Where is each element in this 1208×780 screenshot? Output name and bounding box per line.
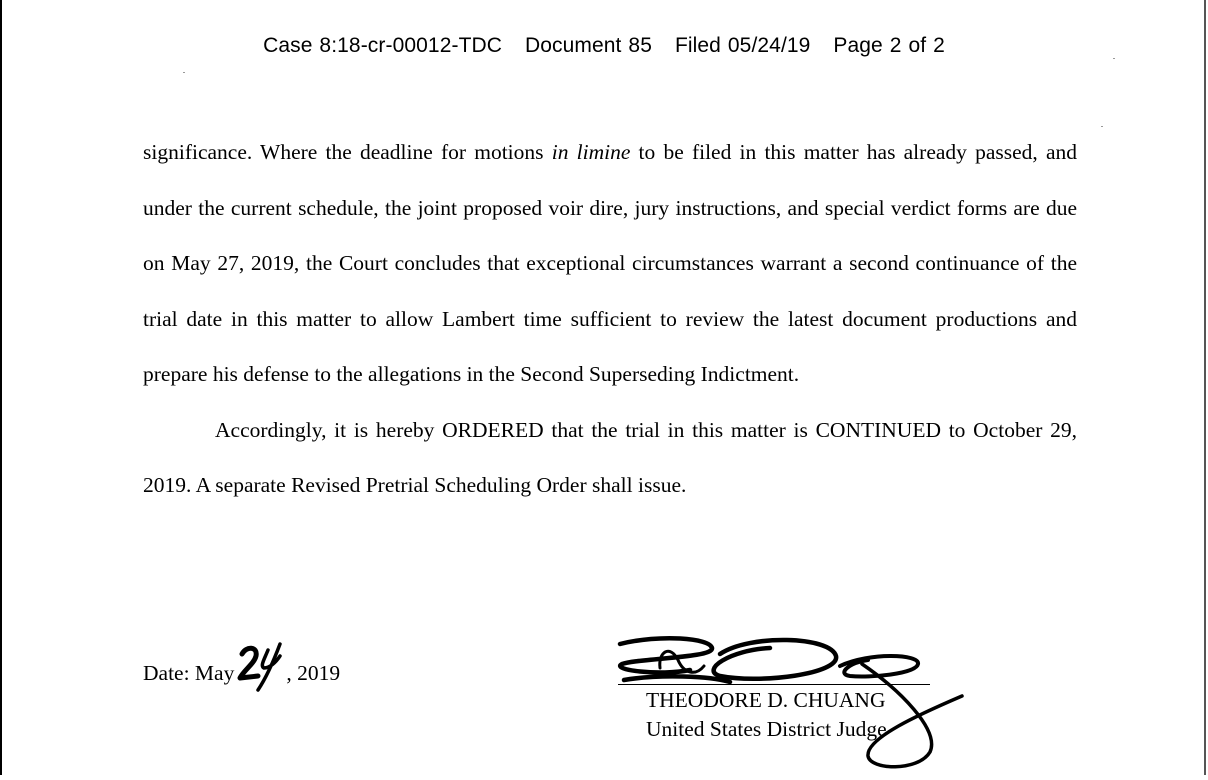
judge-title: United States District Judge	[646, 717, 887, 741]
scan-speck	[1113, 58, 1115, 59]
handwritten-day-mark	[236, 640, 286, 692]
date-line	[143, 660, 340, 686]
judge-name: THEODORE D. CHUANG	[646, 688, 886, 712]
page-number: Page 2 of 2	[833, 34, 945, 57]
handwritten-day	[234, 660, 286, 680]
signature-block	[646, 686, 887, 744]
scan-speck	[1101, 126, 1103, 127]
order-body	[143, 125, 1077, 514]
p1-text-end: to be filed in this matter has already passed, and under the current schedule, the joint proposed voir dire, jury instructions, and special verdict forms are due on May 27, 2019, the Court concludes that exceptional circumstances warrant a second continuance of the trial date in this matter to allow Lambert time sufficient to review the latest document productions and prepare his defense to the allegations in the Second Superseding Indictment.	[143, 140, 1078, 386]
case-number: Case 8:18-cr-00012-TDC	[263, 34, 503, 57]
p1-italic-term: in limine	[551, 140, 631, 164]
document-header	[0, 34, 1208, 58]
document-number: Document 85	[524, 34, 652, 57]
date-label: Date: May	[143, 661, 235, 685]
paragraph-continuation	[143, 125, 1077, 403]
date-year: , 2019	[286, 661, 341, 685]
signature-line	[618, 684, 930, 685]
filed-date: Filed 05/24/19	[674, 34, 811, 57]
p1-text-start: significance. Where the deadline for motions	[143, 140, 552, 164]
scan-speck	[183, 72, 185, 73]
paragraph-order: Accordingly, it is hereby ORDERED that the trial in this matter is CONTINUED to October 29, 2019. A separate Revised Pretrial Scheduling Order shall issue.	[143, 417, 1077, 497]
